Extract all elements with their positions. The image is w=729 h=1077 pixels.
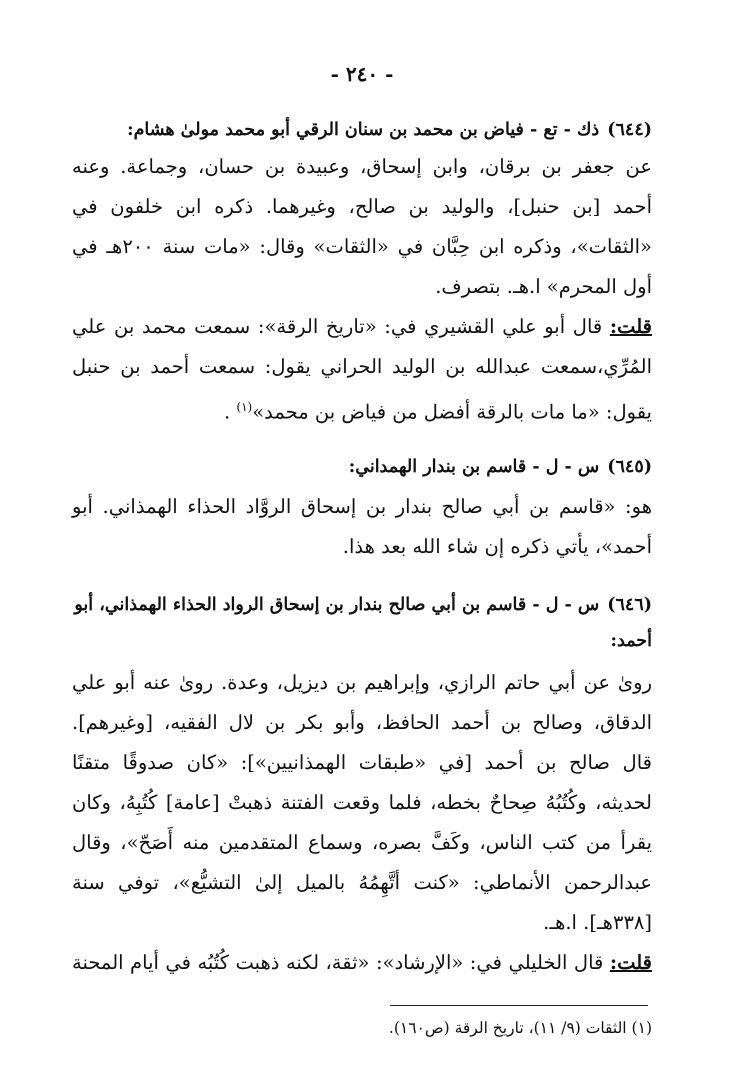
- entry-number: (٦٤٥): [607, 457, 652, 477]
- text-line: المُرِّي،سمعت عبدالله بن الوليد الحراني يقول: سمعت أحمد بن حنبل: [72, 355, 652, 378]
- text-line: عن جعفر بن برقان، وابن إسحاق، وعبيدة بن حسان، وجماعة. وعنه: [72, 155, 652, 178]
- text-line: الدقاق، وصالح بن أحمد الحافظ، وأبو بكر بن لال الفقيه، [وغيرهم].: [72, 711, 652, 734]
- footnote: [72, 1015, 652, 1041]
- entry-heading-645: [72, 452, 652, 482]
- text-line: يقرأ من كتب الناس، وكَفَّ بصره، وسماع المتقدمين منه أَصَحّ»، وقال: [72, 831, 652, 854]
- qult-text: قال أبو علي القشيري في: «تاريخ الرقة»: سمعت محمد بن علي: [72, 315, 603, 338]
- entry-number: (٦٤٦): [607, 595, 652, 615]
- entry-heading-644: [72, 115, 652, 145]
- text-line: [٣٣٨هـ]. ا.هـ.: [543, 911, 652, 934]
- text-line: أول المحرم» ا.هـ. بتصرف.: [435, 275, 652, 298]
- qult-label: قلت:: [609, 951, 652, 974]
- text-line: يقول: «ما مات بالرقة أفضل من فياض بن محمد»$^{(١)}$ .: [223, 400, 652, 424]
- footnote-ref: (١): [236, 400, 253, 414]
- entry-title: س - ل - قاسم بن أبي صالح بندار بن إسحاق الرواد الحذاء الهمذاني، أبو: [74, 595, 600, 615]
- text-line: عبدالرحمن الأنماطي: «كنت أتَّهِمُهُ بالميل إلىٰ التشيُّع»، توفي سنة: [72, 871, 652, 894]
- entry-title: ذك - تع - فياض بن محمد بن سنان الرقي أبو محمد مولىٰ هشام:: [127, 120, 600, 140]
- qult-text: قال الخليلي في: «الإرشاد»: «ثقة، لكنه ذهبت كُتُبُه في أيام المحنة: [72, 951, 604, 974]
- page-number: - ٢٤٠ -: [330, 62, 394, 86]
- footnote-text: الثقات (٩/ ١١)، تاريخ الرقة (ص١٦٠).: [388, 1019, 627, 1037]
- book-page: [72, 0, 652, 1077]
- entry-heading-646: [72, 590, 652, 620]
- qult-label: قلت:: [609, 315, 652, 338]
- text-line: قال صالح بن أحمد [في «طبقات الهمذانيين»]: «كان صدوقًا متقنًا: [72, 751, 652, 774]
- qult-text: يقول: «ما مات بالرقة أفضل من فياض بن محمد»: [252, 400, 652, 424]
- qult-line: [72, 948, 652, 978]
- footnote-divider: [390, 1005, 648, 1006]
- text-line: لحديثه، وكُتُبُهُ صِحاحٌ بخطه، فلما وقعت الفتنة ذهبتْ [عامة] كُتُبِهُ، وكان: [72, 791, 652, 814]
- footnote-marker: (١): [631, 1019, 652, 1037]
- text-line: روىٰ عن أبي حاتم الرازي، وإبراهيم بن ديزيل، وعدة. روىٰ عنه أبو علي: [72, 671, 652, 694]
- qult-line: [72, 312, 652, 342]
- entry-heading-cont: أحمد:: [610, 631, 652, 651]
- text-line: «الثقات»، وذكره ابن حِبَّان في «الثقات» وقال: «مات سنة ٢٠٠هـ في: [72, 235, 652, 258]
- entry-number: (٦٤٤): [607, 120, 652, 140]
- entry-title: س - ل - قاسم بن بندار الهمداني:: [348, 457, 600, 477]
- text-line: أحمد»، يأتي ذكره إن شاء الله بعد هذا.: [342, 535, 652, 558]
- text-line: هو: «قاسم بن أبي صالح بندار بن إسحاق الروَّاد الحذاء الهمذاني. أبو: [72, 495, 652, 518]
- text-line: أحمد [بن حنبل]، والوليد بن صالح، وغيرهما. ذكره ابن خلفون في: [72, 195, 652, 218]
